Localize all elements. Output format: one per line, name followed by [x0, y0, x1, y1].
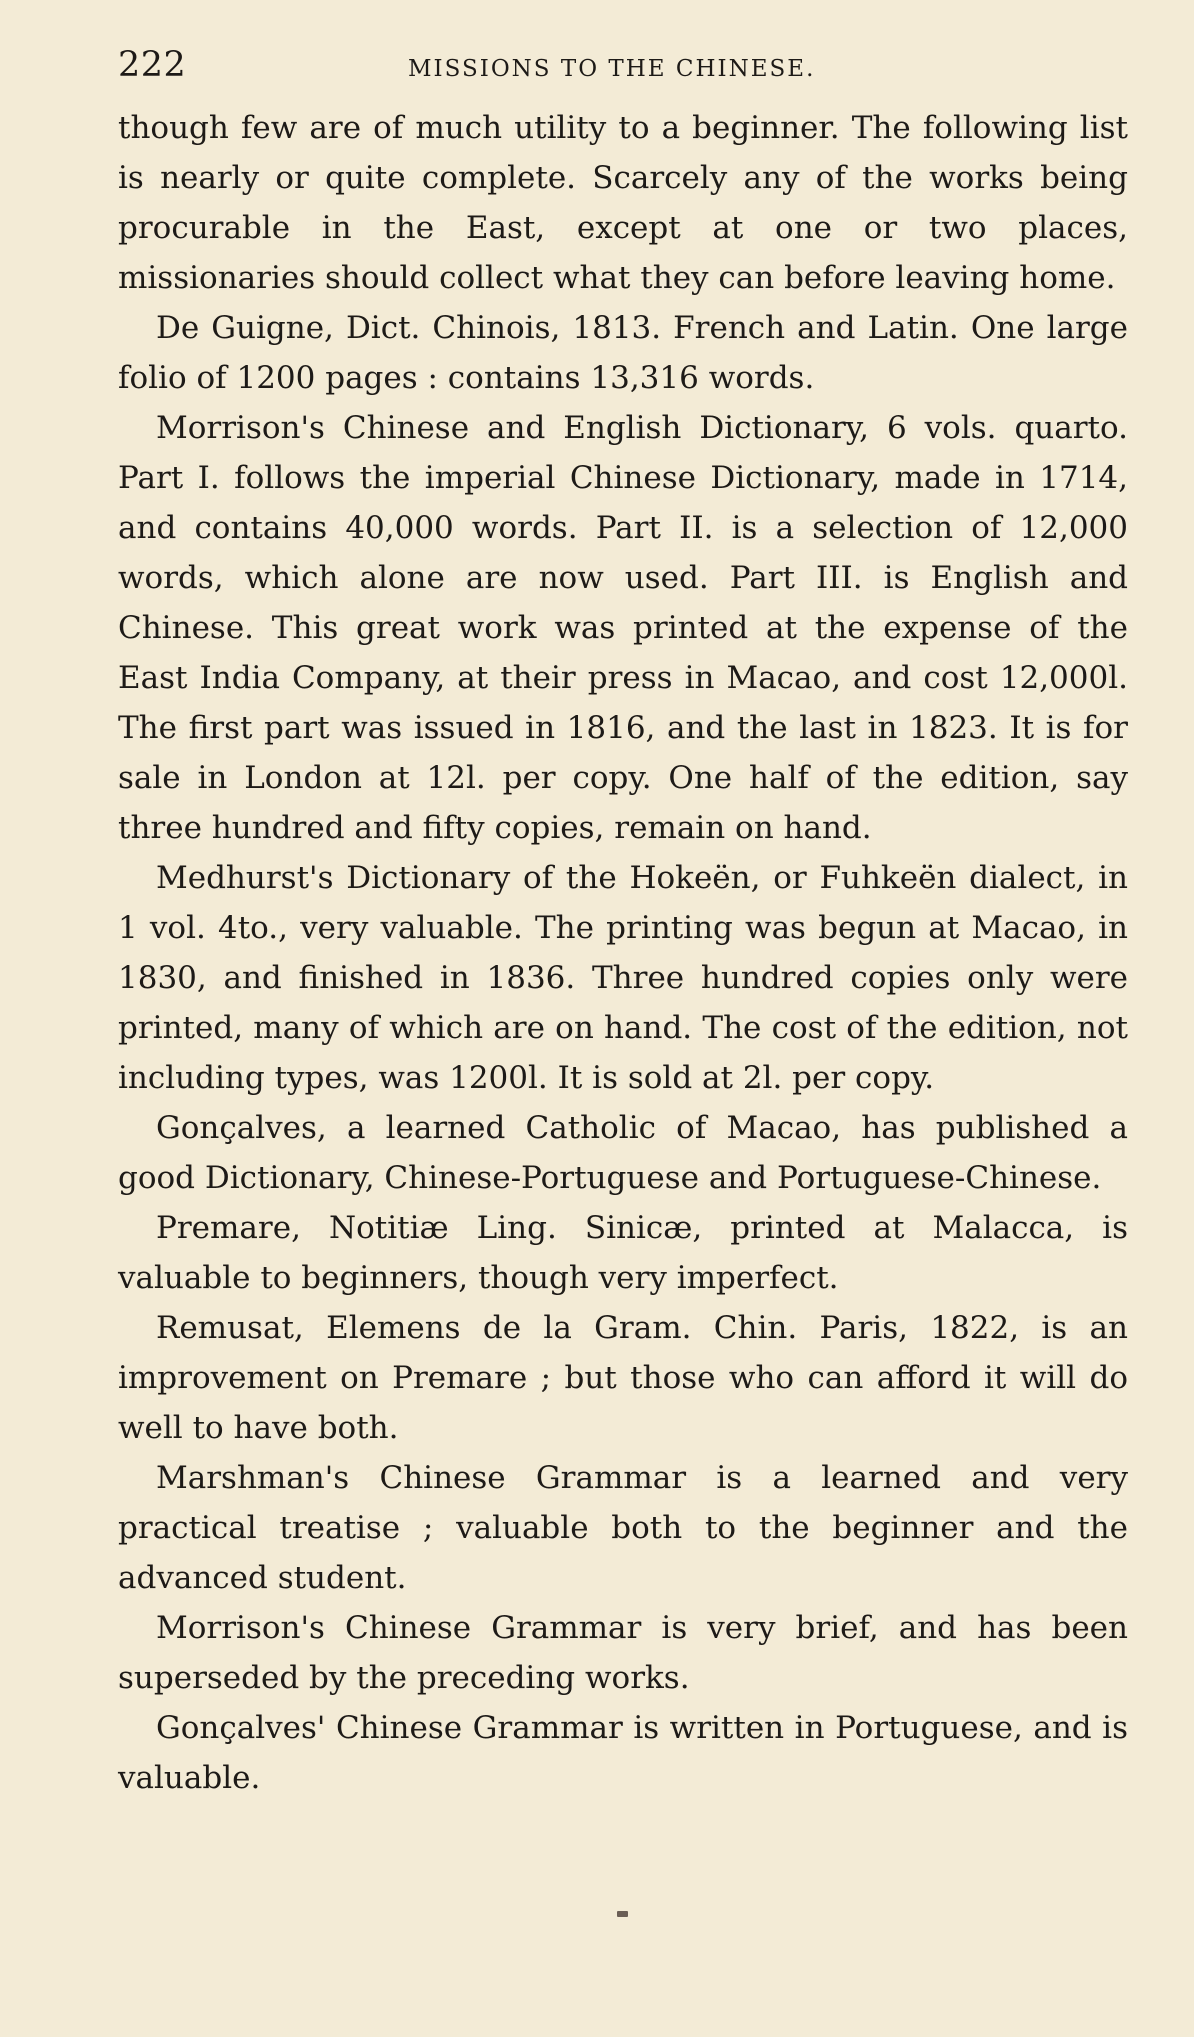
paragraph-medhurst-dictionary: Medhurst's Dictionary of the Hokeën, or Fuhkeën dialect, in 1 vol. 4to., very valuable. The printing was begun at Macao, in 1830, and finished in 1836. Three hundred copies only were printed, many of which are on hand. The cost of the edition, not including types, was 1200l. It is sold at 2l. per copy.: [118, 860, 1128, 1096]
body-text: [118, 103, 1128, 1803]
page-number: 222: [118, 45, 187, 85]
paragraph-remusat: Remusat, Elemens de la Gram. Chin. Paris, 1822, is an improvement on Premare ; but those who can afford it will do well to have both.: [118, 1310, 1128, 1446]
paragraph-works-list-intro: though few are of much utility to a beginner. The following list is nearly or quite complete. Scarcely any of the works being procurable in the East, except at one or two places, missionaries should collect what they can before leaving home.: [118, 110, 1128, 296]
printer-mark: [617, 1911, 628, 1917]
paragraph-morrison-grammar: Morrison's Chinese Grammar is very brief, and has been superseded by the preceding works.: [118, 1610, 1128, 1696]
page-header: [118, 40, 1118, 90]
paragraph-goncalves-dictionary: Gonçalves, a learned Catholic of Macao, has published a good Dictionary, Chinese-Portuguese and Portuguese-Chinese.: [118, 1110, 1128, 1196]
running-title: MISSIONS TO THE CHINESE.: [408, 56, 816, 82]
paragraph-goncalves-grammar: Gonçalves' Chinese Grammar is written in Portuguese, and is valuable.: [118, 1710, 1128, 1796]
paragraph-premare: Premare, Notitiæ Ling. Sinicæ, printed at Malacca, is valuable to beginners, though very imperfect.: [118, 1210, 1128, 1296]
paragraph-de-guigne: De Guigne, Dict. Chinois, 1813. French and Latin. One large folio of 1200 pages : contains 13,316 words.: [118, 310, 1128, 396]
paragraph-morrison-dictionary: Morrison's Chinese and English Dictionary, 6 vols. quarto. Part I. follows the imperial Chinese Dictionary, made in 1714, and contains 40,000 words. Part II. is a selection of 12,000 words, which alone are now used. Part III. is English and Chinese. This great work was printed at the expense of the East India Company, at their press in Macao, and cost 12,000l. The first part was issued in 1816, and the last in 1823. It is for sale in London at 12l. per copy. One half of the edition, say three hundred and fifty copies, remain on hand.: [118, 410, 1128, 846]
paragraph-marshman-grammar: Marshman's Chinese Grammar is a learned and very practical treatise ; valuable both to the beginner and the advanced student.: [118, 1460, 1128, 1596]
